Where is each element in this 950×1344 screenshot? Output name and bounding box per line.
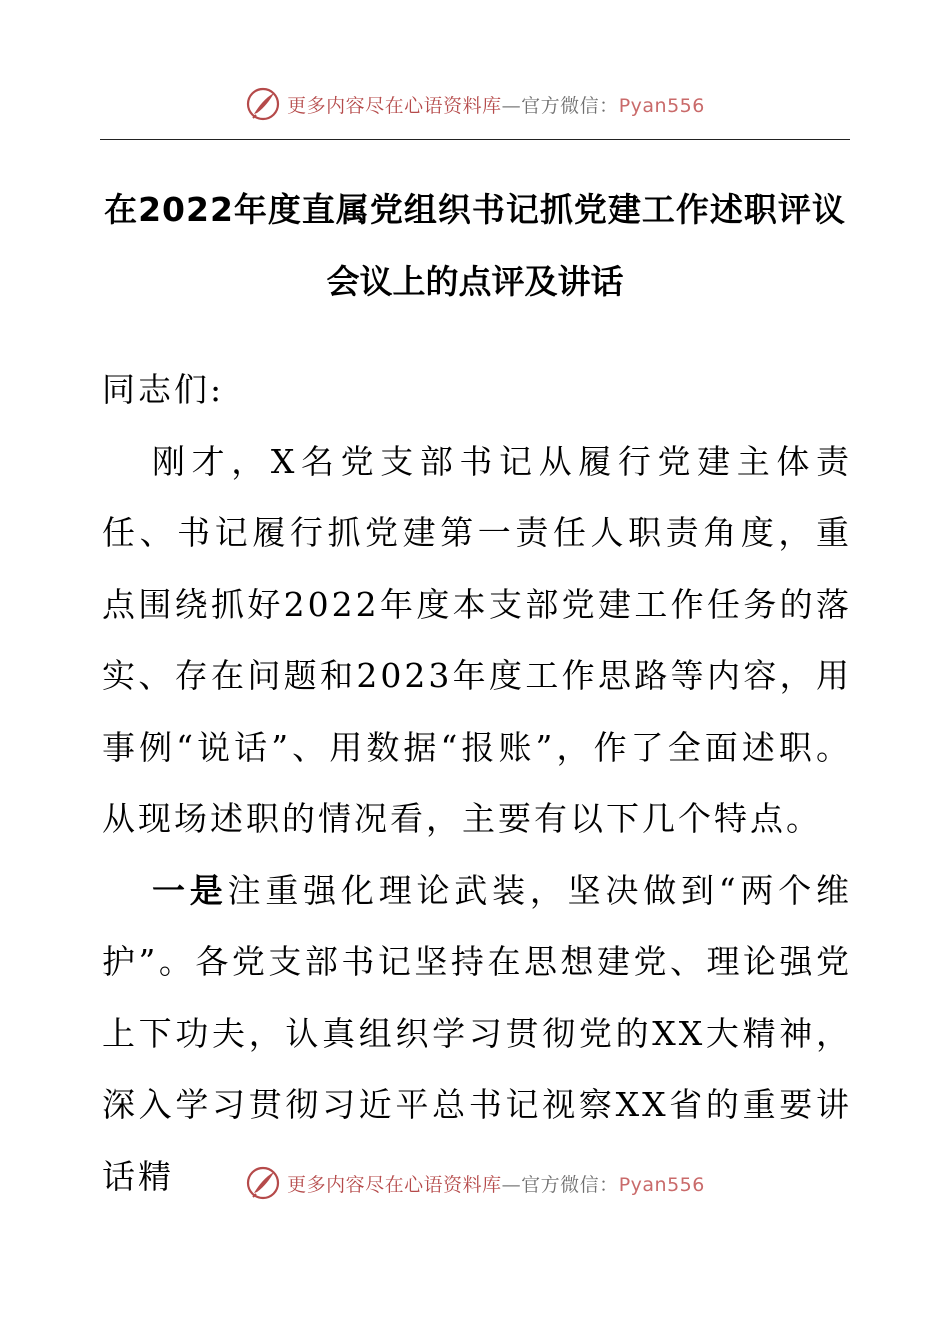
watermark-text [287, 91, 705, 118]
title-line-2: 会议上的点评及讲话 [326, 262, 624, 301]
salutation: 同志们: [102, 370, 225, 409]
document-body [102, 354, 852, 1212]
paragraph-2 [102, 855, 852, 1213]
title-line-1: 在2022年度直属党组织书记抓党建工作述职评议 [104, 190, 846, 229]
watermark-wechat-id: Pyan556 [618, 94, 705, 117]
watermark-text [287, 1170, 705, 1197]
document-title [100, 185, 850, 307]
watermark-label: 官方微信： [521, 1173, 619, 1196]
watermark-label: 官方微信： [521, 94, 619, 117]
quill-logo-icon [245, 1165, 281, 1201]
header-watermark [0, 84, 950, 124]
watermark-brand: 更多内容尽在心语资料库 [287, 1173, 502, 1196]
paragraph-1: 刚才，X名党支部书记从履行党建主体责任、书记履行抓党建第一责任人职责角度，重点围绕抓好2022年度本支部党建工作任务的落实、存在问题和2023年度工作思路等内容，用事例“说话”、用数据“报账”，作了全面述职。从现场述职的情况看，主要有以下几个特点。 [102, 441, 852, 838]
watermark-brand: 更多内容尽在心语资料库 [287, 94, 502, 117]
paragraph-2-lead: 一是 [152, 870, 228, 910]
watermark-wechat-id: Pyan556 [618, 1173, 705, 1196]
quill-logo-icon [245, 86, 281, 122]
footer-watermark [0, 1163, 950, 1203]
watermark-separator: — [501, 1173, 522, 1196]
watermark-separator: — [501, 94, 522, 117]
header-divider [100, 139, 850, 140]
paragraph-2-body: 注重强化理论武装，坚决做到“两个维护”。各党支部书记坚持在思想建党、理论强党上下功夫，认真组织学习贯彻党的XX大精神，深入学习贯彻习近平总书记视察XX省的重要讲话精 [102, 870, 853, 1196]
